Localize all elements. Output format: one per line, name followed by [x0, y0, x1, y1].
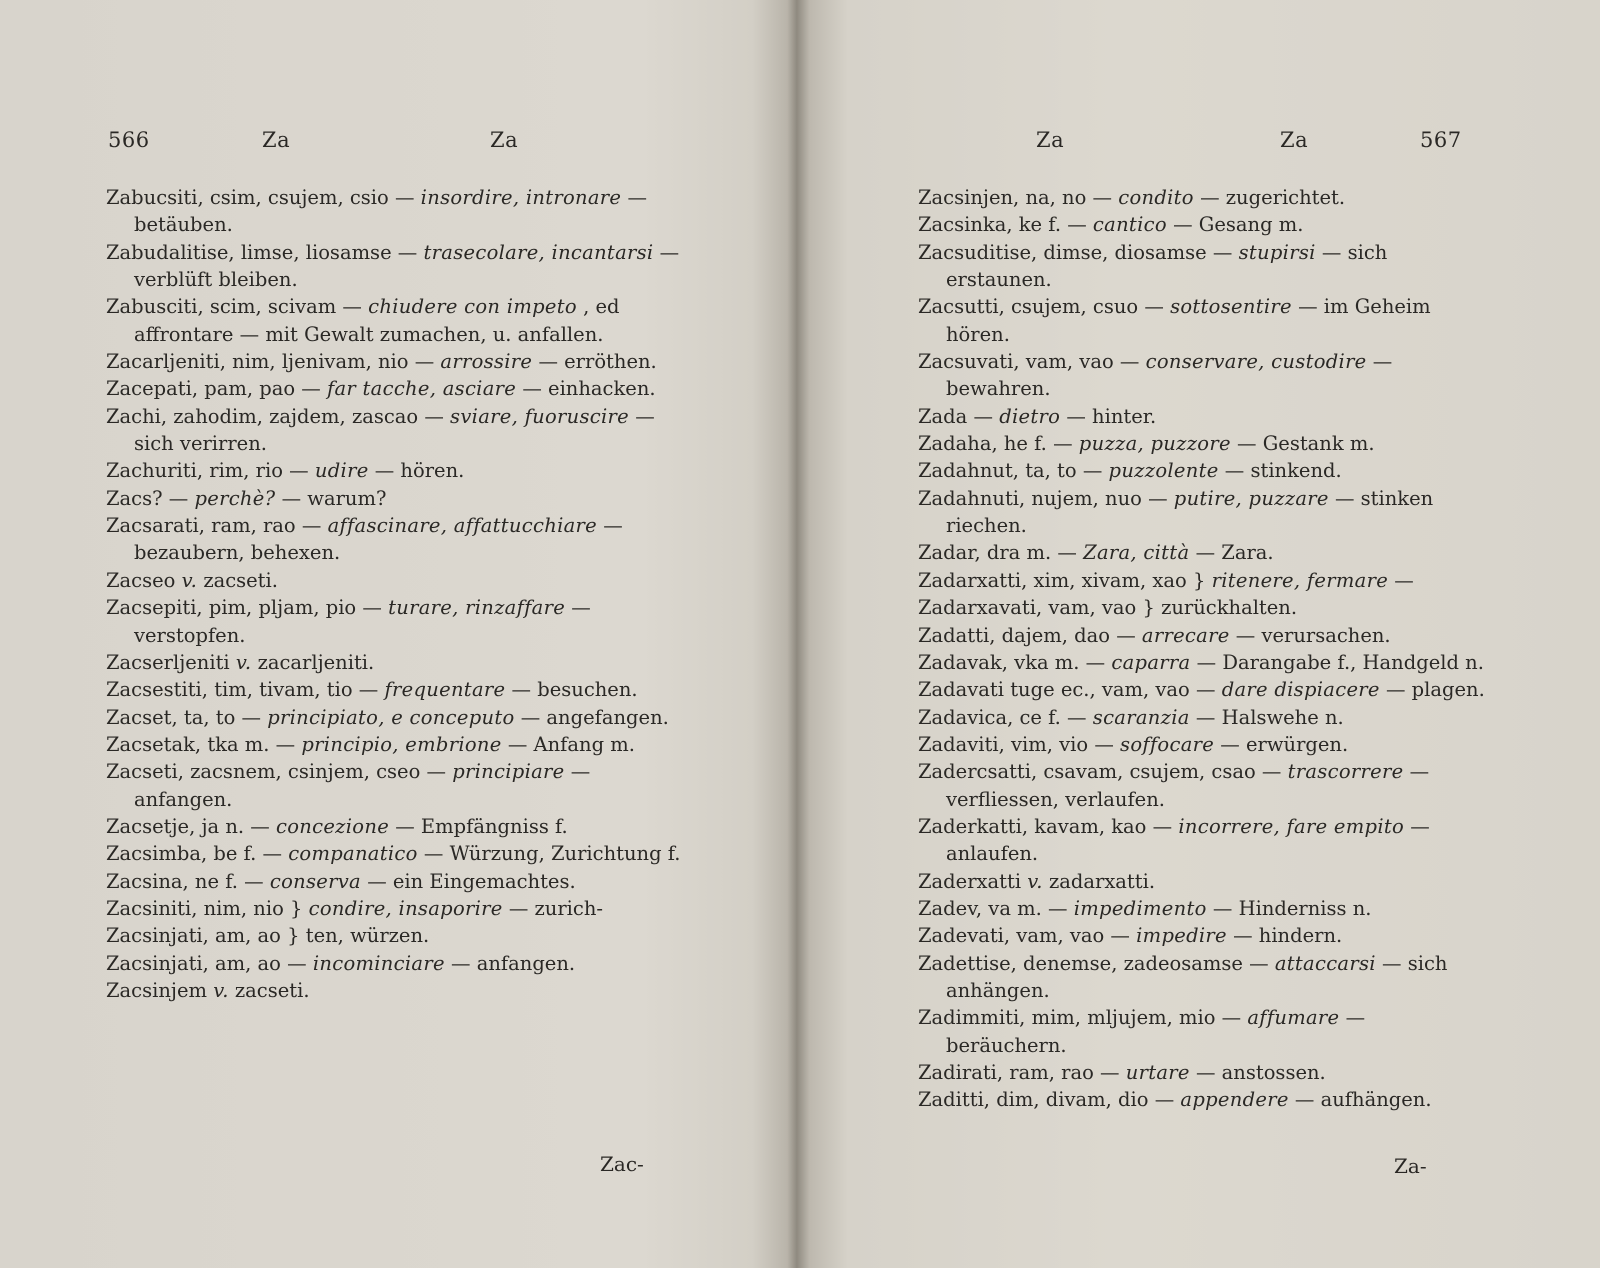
entry-italian-gloss: principio, embrione [301, 732, 502, 756]
entry-italian-gloss: appendere [1180, 1088, 1289, 1112]
entry-headword: Zabudalitise, limse, liosamse — [106, 240, 418, 264]
entry-german-gloss: — betäuben. [134, 186, 647, 237]
dictionary-entry [918, 457, 1485, 484]
entry-italian-gloss: insordire, intronare [420, 186, 622, 209]
entry-headword: Zacseti, zacsnem, csinjem, cseo — [106, 760, 447, 784]
entry-italian-gloss: trasecolare, incantarsi [423, 240, 654, 264]
entry-german-gloss: , ed affrontare — mit Gewalt zumachen, u. anfallen. [134, 295, 620, 346]
entry-italian-gloss: companatico [288, 842, 418, 866]
entry-german-gloss: — Zara. [1195, 541, 1274, 565]
dictionary-entry [106, 293, 688, 348]
dictionary-entry [106, 594, 688, 649]
entry-headword: Zadahnut, ta, to — [918, 459, 1103, 483]
entry-headword: Zacs? — [106, 486, 189, 510]
entry-headword: Zacseo [106, 568, 176, 592]
dictionary-entry [106, 840, 688, 867]
dictionary-entry [918, 868, 1485, 895]
entry-headword: Zadavati tuge ec., vam, vao — [918, 678, 1216, 702]
entry-german-gloss: — Hinderniss n. [1212, 896, 1372, 920]
entry-german-gloss: — [1394, 568, 1414, 592]
entry-italian-gloss: far tacche, asciare [326, 377, 517, 401]
entry-german-gloss: — im Geheim hören. [946, 295, 1431, 346]
running-head-left: Za [1036, 128, 1065, 152]
entry-headword: Zacarljeniti, nim, ljenivam, nio — [106, 350, 435, 374]
dictionary-column-left [106, 184, 688, 1004]
entry-italian-gloss: udire [314, 459, 369, 483]
entry-headword: Zaditti, dim, divam, dio — [918, 1088, 1175, 1112]
entry-german-gloss: — stinkend. [1224, 459, 1342, 483]
dictionary-entry [106, 731, 688, 758]
entry-headword: Zacsepiti, pim, pljam, pio — [106, 596, 382, 620]
entry-headword: Zacsinjen, na, no — [918, 186, 1113, 209]
entry-italian-gloss: affumare [1247, 1006, 1340, 1030]
entry-italian-gloss: puzza, puzzore [1078, 432, 1231, 456]
entry-italian-gloss: chiudere con impeto [368, 295, 577, 319]
entry-italian-gloss: putire, puzzare [1173, 486, 1329, 510]
entry-headword: Zacsetje, ja n. — [106, 814, 270, 838]
dictionary-entry [106, 895, 688, 922]
dictionary-entry [918, 403, 1485, 430]
entry-german-gloss: — Anfang m. [507, 732, 635, 756]
dictionary-entry [106, 758, 688, 813]
entry-german-gloss: — verursachen. [1235, 623, 1391, 647]
dictionary-entry [918, 704, 1485, 731]
entry-headword: Zacsinka, ke f. — [918, 213, 1087, 237]
entry-german-gloss: — hinter. [1066, 404, 1157, 428]
dictionary-entry [918, 184, 1485, 211]
dictionary-entry [918, 731, 1485, 758]
entry-headword: Zadev, va m. — [918, 896, 1068, 920]
entry-headword: Zachuriti, rim, rio — [106, 459, 309, 483]
dictionary-entry [918, 758, 1485, 813]
dictionary-entry [918, 211, 1485, 238]
dictionary-entry [918, 1059, 1485, 1086]
entry-italian-gloss: cantico [1092, 213, 1167, 237]
entry-headword: Zadavak, vka m. — [918, 650, 1106, 674]
entry-german-gloss: — Würzung, Zurichtung f. [423, 842, 681, 866]
dictionary-entry [106, 375, 688, 402]
entry-italian-gloss: frequentare [384, 678, 506, 702]
entry-german-gloss: — plagen. [1385, 678, 1485, 702]
dictionary-entry [106, 403, 688, 458]
dictionary-column-right [918, 184, 1485, 1114]
dictionary-entry [918, 594, 1485, 621]
entry-italian-gloss: soffocare [1120, 732, 1215, 756]
entry-italian-gloss: v. [181, 568, 198, 592]
entry-german-gloss: — einhacken. [522, 377, 656, 401]
entry-headword: Zacsuditise, dimse, diosamse — [918, 240, 1233, 264]
entry-headword: Zacsinjem [106, 978, 207, 1002]
running-head-left: Za [262, 128, 291, 152]
page-number-right: 567 [1420, 128, 1462, 152]
running-head-center: Za [490, 128, 519, 152]
entry-german-gloss: — Darangabe f., Handgeld n. [1196, 650, 1484, 674]
page-number-left: 566 [108, 128, 150, 152]
entry-italian-gloss: arrossire [440, 350, 533, 374]
entry-german-gloss: zurückhalten. [1161, 596, 1298, 620]
dictionary-entry [106, 676, 688, 703]
dictionary-entry [106, 922, 688, 949]
dictionary-entry [106, 512, 688, 567]
entry-headword: Zabusciti, scim, scivam — [106, 295, 362, 319]
entry-italian-gloss: Zara, città [1083, 541, 1190, 565]
entry-headword: Zaderkatti, kavam, kao — [918, 814, 1173, 838]
entry-headword: Zadimmiti, mim, mljujem, mio — [918, 1006, 1242, 1030]
entry-german-gloss: — ein Eingemachtes. [367, 869, 576, 893]
entry-german-gloss: — verstopfen. [134, 596, 591, 647]
dictionary-entry [106, 348, 688, 375]
entry-italian-gloss: attaccarsi [1274, 951, 1376, 975]
entry-headword: Zachi, zahodim, zajdem, zascao — [106, 404, 444, 428]
entry-german-gloss: — beräuchern. [946, 1006, 1366, 1057]
entry-german-gloss: — aufhängen. [1294, 1088, 1432, 1112]
entry-headword: Zacsimba, be f. — [106, 842, 282, 866]
dictionary-entry [106, 813, 688, 840]
entry-italian-gloss: v. [213, 978, 229, 1002]
entry-headword: Zadavica, ce f. — [918, 705, 1087, 729]
entry-italian-gloss: turare, rinzaffare [388, 596, 566, 620]
dictionary-entry [918, 539, 1485, 566]
entry-headword: Zacsinjati, am, ao } [106, 924, 300, 948]
entry-italian-gloss: affascinare, affattucchiare [327, 514, 598, 538]
entry-italian-gloss: arrecare [1141, 623, 1230, 647]
entry-headword: Zadarxatti, xim, xivam, xao } [918, 568, 1206, 592]
entry-german-gloss: — verfliessen, verlaufen. [946, 760, 1430, 811]
entry-german-gloss: — sich verirren. [134, 404, 655, 456]
entry-german-gloss: — Halswehe n. [1195, 705, 1344, 729]
dictionary-entry [918, 895, 1485, 922]
dictionary-entry [918, 239, 1485, 294]
entry-headword: Zadahnuti, nujem, nuo — [918, 486, 1168, 510]
entry-german-gloss: — hindern. [1233, 924, 1343, 948]
dictionary-entry [918, 348, 1485, 403]
entry-italian-gloss: concezione [276, 814, 390, 838]
entry-german-gloss: — stinken riechen. [946, 486, 1434, 538]
entry-headword: Zacsiniti, nim, nio } [106, 896, 303, 920]
dictionary-entry [918, 922, 1485, 949]
dictionary-entry [918, 485, 1485, 540]
entry-german-gloss: — verblüft bleiben. [134, 240, 680, 292]
entry-german-gloss: — anstossen. [1195, 1061, 1326, 1084]
entry-italian-gloss: conservare, custodire [1145, 350, 1367, 374]
entry-italian-gloss: dare dispiacere [1221, 678, 1380, 702]
dictionary-entry [918, 430, 1485, 457]
entry-italian-gloss: scaranzia [1092, 705, 1190, 729]
dictionary-entry [918, 622, 1485, 649]
entry-german-gloss: zacseti. [203, 568, 278, 592]
entry-italian-gloss: v. [1027, 869, 1043, 893]
entry-headword: Zacsinjati, am, ao — [106, 951, 307, 975]
entry-headword: Zadar, dra m. — [918, 541, 1077, 565]
dictionary-entry [918, 1004, 1485, 1059]
entry-italian-gloss: urtare [1125, 1061, 1190, 1084]
dictionary-entry [106, 704, 688, 731]
entry-german-gloss: — erröthen. [538, 350, 657, 374]
entry-german-gloss: — erwürgen. [1220, 732, 1349, 756]
right-page [800, 0, 1600, 1268]
entry-german-gloss: — hören. [374, 459, 465, 483]
entry-headword: Zacsarati, ram, rao — [106, 514, 322, 538]
entry-italian-gloss: v. [235, 650, 252, 674]
entry-german-gloss: — anfangen. [134, 760, 591, 811]
entry-german-gloss: — sich erstaunen. [946, 240, 1388, 292]
dictionary-entry [918, 649, 1485, 676]
dictionary-entry [918, 950, 1485, 1005]
entry-italian-gloss: sviare, fuoruscire [450, 404, 630, 428]
entry-headword: Zacepati, pam, pao — [106, 377, 321, 401]
entry-italian-gloss: impedimento [1073, 896, 1207, 920]
entry-italian-gloss: trascorrere [1287, 760, 1404, 784]
entry-italian-gloss: ritenere, fermare [1211, 568, 1389, 592]
entry-headword: Zadaviti, vim, vio — [918, 732, 1114, 756]
entry-german-gloss: — warum? [281, 486, 387, 510]
entry-german-gloss: — bezaubern, behexen. [134, 514, 623, 565]
dictionary-entry [918, 813, 1485, 868]
entry-italian-gloss: puzzolente [1108, 459, 1219, 483]
entry-german-gloss: zacseti. [234, 978, 310, 1002]
dictionary-entry [106, 239, 688, 294]
entry-italian-gloss: dietro [999, 404, 1061, 428]
catchword-left: Zac- [600, 1152, 644, 1176]
dictionary-entry [106, 457, 688, 484]
dictionary-entry [106, 485, 688, 512]
entry-headword: Zadarxavati, vam, vao } [918, 596, 1155, 620]
entry-german-gloss: zadarxatti. [1048, 869, 1156, 893]
dictionary-entry [106, 567, 688, 594]
dictionary-entry [106, 977, 688, 1004]
entry-italian-gloss: condito [1118, 186, 1194, 209]
entry-headword: Zaderxatti [918, 869, 1022, 893]
entry-german-gloss: ten, würzen. [305, 924, 430, 948]
left-page [0, 0, 780, 1268]
entry-german-gloss: — angefangen. [520, 705, 669, 729]
dictionary-entry [106, 649, 688, 676]
entry-headword: Zadettise, denemse, zadeosamse — [918, 951, 1269, 975]
dictionary-entry [106, 950, 688, 977]
entry-german-gloss: — anfangen. [451, 951, 576, 975]
catchword-right: Za- [1394, 1154, 1427, 1178]
entry-german-gloss: — bewahren. [946, 350, 1393, 401]
entry-german-gloss: — Gesang m. [1173, 213, 1304, 237]
entry-german-gloss: zacarljeniti. [257, 650, 375, 674]
dictionary-entry [918, 567, 1485, 594]
entry-german-gloss: — Empfängniss f. [395, 814, 568, 838]
entry-headword: Zacset, ta, to — [106, 705, 262, 729]
entry-italian-gloss: impedire [1136, 924, 1227, 948]
entry-headword: Zacserljeniti [106, 650, 230, 674]
entry-headword: Zadatti, dajem, dao — [918, 623, 1136, 647]
entry-headword: Zadirati, ram, rao — [918, 1061, 1120, 1084]
entry-italian-gloss: condire, insaporire [308, 896, 503, 920]
dictionary-entry [918, 1086, 1485, 1113]
entry-headword: Zacsuvati, vam, vao — [918, 350, 1140, 374]
entry-german-gloss: — anlaufen. [946, 814, 1430, 866]
entry-italian-gloss: sottosentire [1170, 295, 1292, 319]
entry-headword: Zadaha, he f. — [918, 432, 1073, 456]
dictionary-entry [106, 868, 688, 895]
entry-german-gloss: — zugerichtet. [1200, 186, 1346, 209]
entry-italian-gloss: perchè? [194, 486, 276, 510]
entry-headword: Zacsutti, csujem, csuo — [918, 295, 1164, 319]
entry-headword: Zada — [918, 404, 993, 428]
dictionary-entry [918, 676, 1485, 703]
entry-italian-gloss: caparra [1111, 650, 1191, 674]
entry-german-gloss: — sich anhängen. [946, 951, 1448, 1002]
entry-headword: Zabucsiti, csim, csujem, csio — [106, 186, 415, 209]
running-head-right: Za [1280, 128, 1309, 152]
entry-headword: Zadevati, vam, vao — [918, 924, 1130, 948]
entry-italian-gloss: incorrere, fare empito [1178, 814, 1405, 838]
entry-headword: Zacsetak, tka m. — [106, 732, 296, 756]
dictionary-entry [106, 184, 688, 239]
entry-german-gloss: — zurich- [508, 896, 603, 920]
entry-italian-gloss: conserva [269, 869, 361, 893]
entry-headword: Zacsina, ne f. — [106, 869, 264, 893]
entry-german-gloss: — besuchen. [511, 678, 638, 702]
entry-italian-gloss: principiato, e conceputo [267, 705, 515, 729]
entry-italian-gloss: stupirsi [1238, 240, 1316, 264]
entry-italian-gloss: principiare [452, 760, 565, 784]
dictionary-entry [918, 293, 1485, 348]
entry-headword: Zacsestiti, tim, tivam, tio — [106, 678, 379, 702]
entry-german-gloss: — Gestank m. [1237, 432, 1375, 456]
entry-headword: Zadercsatti, csavam, csujem, csao — [918, 760, 1282, 784]
entry-italian-gloss: incominciare [312, 951, 445, 975]
